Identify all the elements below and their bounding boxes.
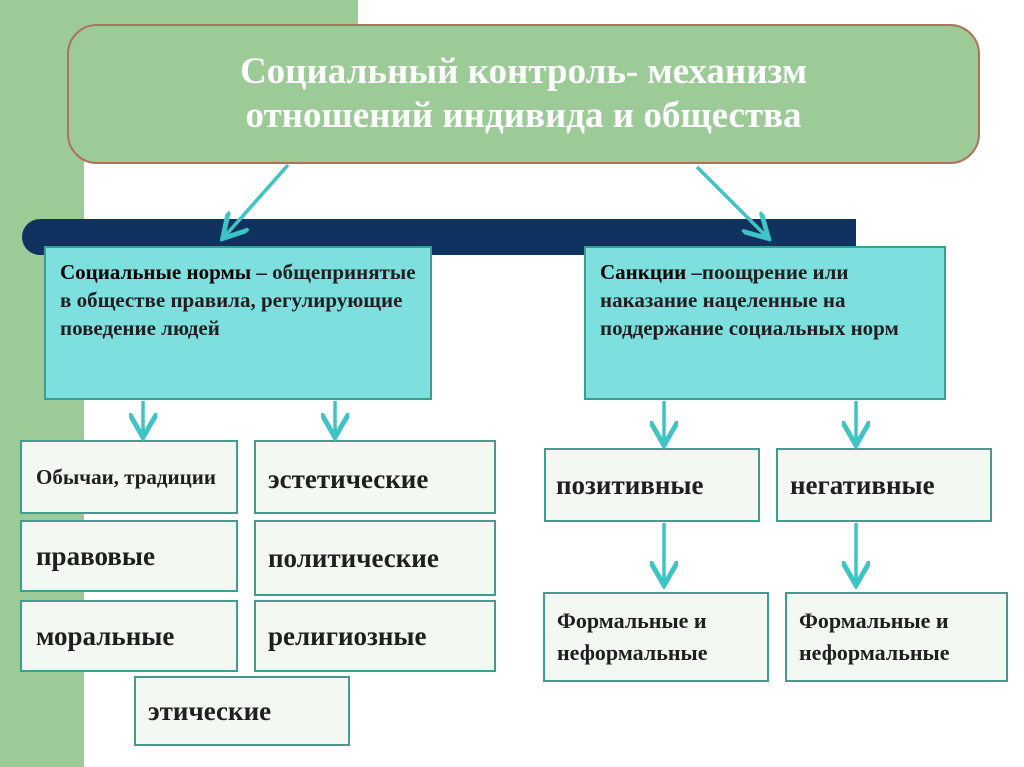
norm-type-ethical-label: этические xyxy=(148,695,272,726)
sanctions-term: Санкции xyxy=(600,260,687,284)
arrow-to-sanctions xyxy=(697,167,766,236)
main-title-line-2: отношений индивида и общества xyxy=(245,95,802,136)
norm-type-legal-label: правовые xyxy=(36,540,155,571)
sanction-positive-forms-label: Формальные и неформальные xyxy=(557,608,708,665)
sanction-negative-forms-label: Формальные и неформальные xyxy=(799,608,950,665)
norm-type-moral-label: моральные xyxy=(36,620,175,651)
arrow-to-norms xyxy=(225,165,288,236)
sanctions-definition: –поощрение или наказание нацеленные на поддержание социальных норм xyxy=(600,260,899,340)
social-norms-definition: – общепринятые в обществе правила, регулирующие поведение людей xyxy=(60,260,416,340)
norm-type-aesthetic-label: эстетические xyxy=(268,464,429,494)
social-norms-term: Социальные нормы xyxy=(60,260,252,284)
norm-type-religious-label: религиозные xyxy=(268,620,427,651)
sanction-positive-label: позитивные xyxy=(556,469,704,500)
norm-type-customs-label: Обычаи, традиции xyxy=(36,465,216,489)
sanction-negative-label: негативные xyxy=(790,469,935,500)
norm-type-political-label: политические xyxy=(268,542,439,573)
main-title-line-1: Социальный контроль- механизм xyxy=(239,51,808,92)
